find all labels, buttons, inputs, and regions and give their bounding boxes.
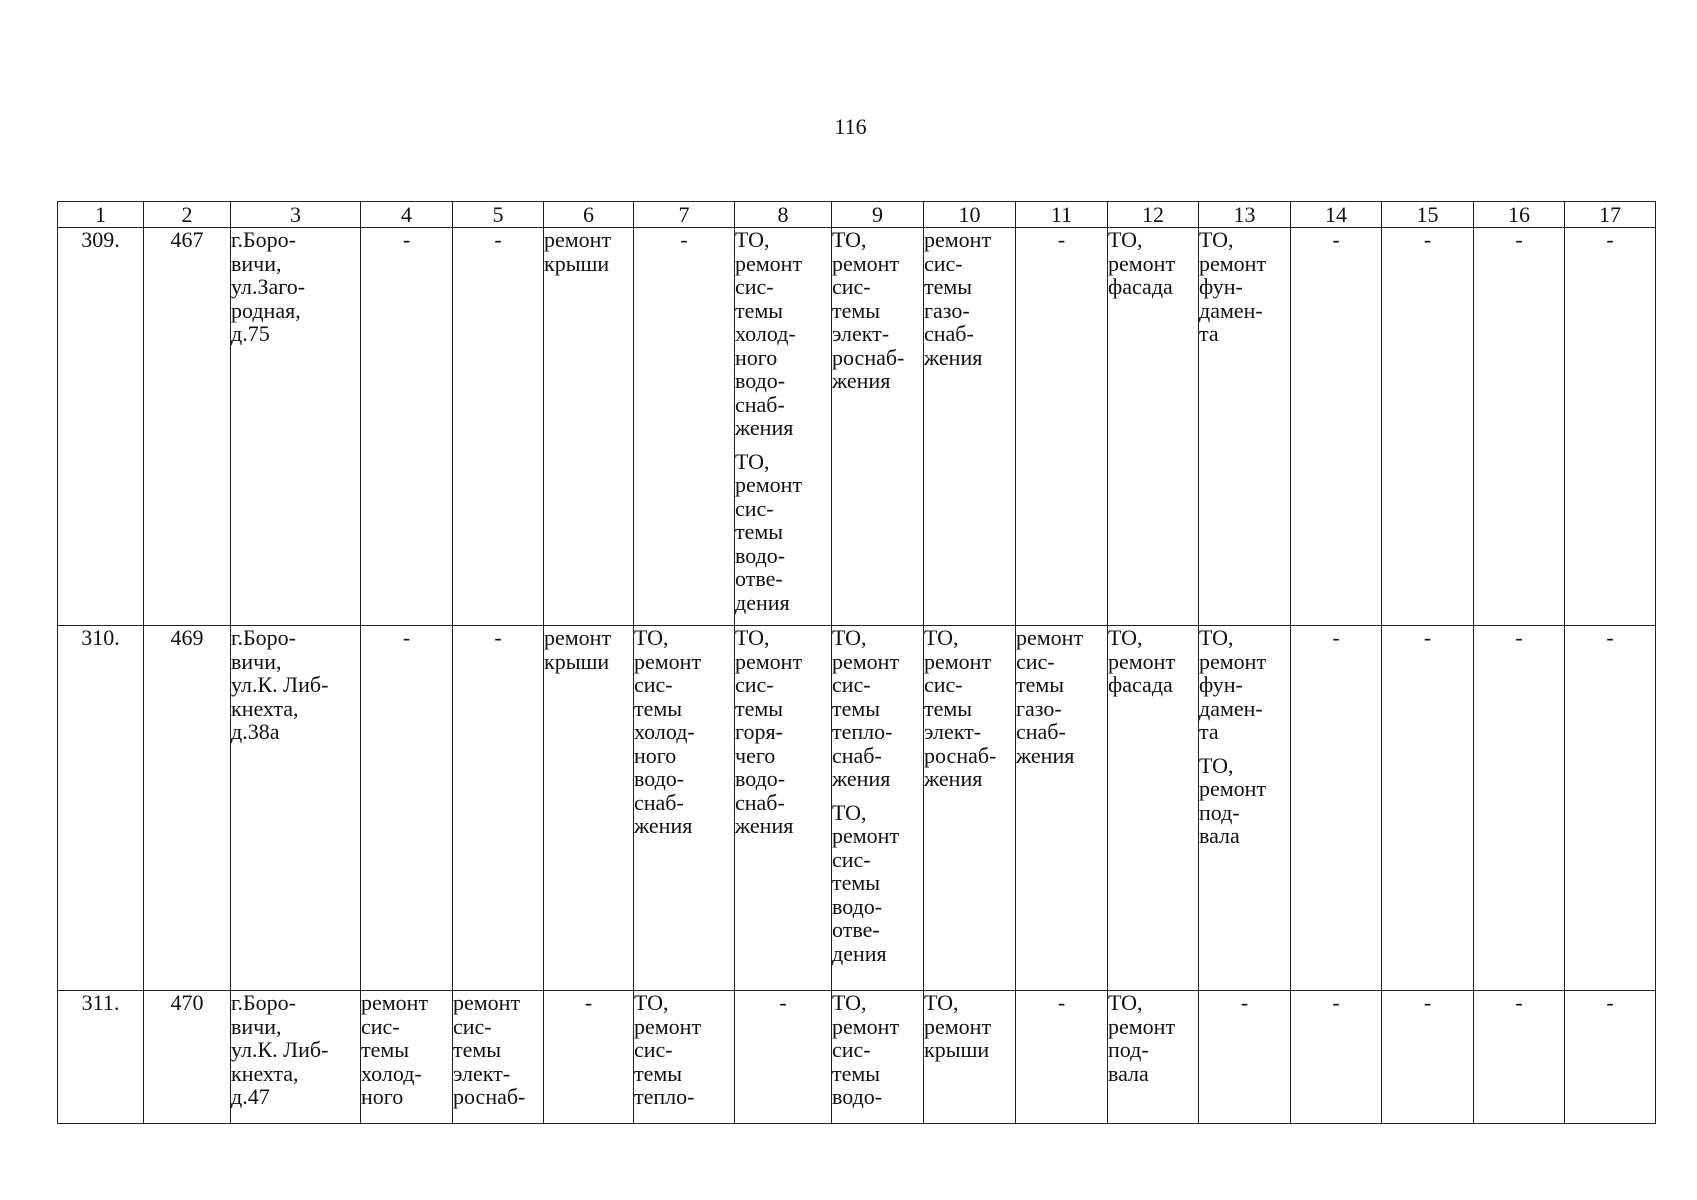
table-cell: - (1016, 991, 1108, 1124)
table-row (58, 991, 1656, 1124)
repair-schedule-table (57, 201, 1656, 1124)
work-entry: ТО, ремонт сис- темы тепло- снаб- жения (832, 625, 900, 791)
table-cell (1199, 228, 1291, 626)
table-cell: - (735, 991, 832, 1124)
column-number: 3 (231, 202, 361, 228)
table-cell: - (544, 991, 634, 1124)
column-number: 9 (832, 202, 924, 228)
table-cell: - (453, 228, 544, 626)
column-number: 5 (453, 202, 544, 228)
table-cell: - (1565, 228, 1656, 626)
address-cell: г.Боро- вичи, ул.Заго- родная, д.75 (231, 228, 361, 626)
table-cell: - (1291, 626, 1382, 991)
table-cell: - (1291, 991, 1382, 1124)
table-cell: - (1016, 228, 1108, 626)
address-cell: г.Боро- вичи, ул.К. Либ- кнехта, д.38а (231, 626, 361, 991)
table-cell: - (453, 626, 544, 991)
column-number-row (58, 202, 1656, 228)
table-row (58, 228, 1656, 626)
work-entry: ТО, ремонт сис- темы водо- отве- дения (832, 799, 900, 966)
work-entry: ТО, ремонт фун- дамен- та (1199, 227, 1267, 346)
column-number: 15 (1382, 202, 1474, 228)
table-cell: - (361, 626, 453, 991)
column-number: 6 (544, 202, 634, 228)
work-entry: ТО, ремонт сис- темы холод- ного водо- снаб- жения (735, 227, 803, 440)
table-cell: - (1382, 991, 1474, 1124)
work-entry: ТО, ремонт фун- дамен- та (1199, 625, 1267, 744)
column-number: 12 (1108, 202, 1199, 228)
column-number: 17 (1565, 202, 1656, 228)
column-number: 8 (735, 202, 832, 228)
table-cell: ремонт сис- темы элект- роснаб- (453, 991, 544, 1124)
table-cell: ТО, ремонт крыши (924, 991, 1016, 1124)
table-cell: ремонт сис- темы газо- снаб- жения (1016, 626, 1108, 991)
table-cell (735, 626, 832, 991)
table-cell (735, 228, 832, 626)
table-cell: - (1199, 991, 1291, 1124)
row-number: 311. (58, 991, 144, 1124)
column-number: 16 (1474, 202, 1565, 228)
table-cell: ТО, ремонт сис- темы холод- ного водо- снаб- жения (634, 626, 735, 991)
table-cell: ремонт сис- темы холод- ного (361, 991, 453, 1124)
table-cell: ТО, ремонт фасада (1108, 626, 1199, 991)
table-cell: ТО, ремонт фасада (1108, 228, 1199, 626)
address-cell: г.Боро- вичи, ул.К. Либ- кнехта, д.47 (231, 991, 361, 1124)
building-id: 467 (144, 228, 231, 626)
table-cell: ТО, ремонт под- вала (1108, 991, 1199, 1124)
table-cell: - (1474, 626, 1565, 991)
table-cell: ТО, ремонт сис- темы элект- роснаб- жения (924, 626, 1016, 991)
table-cell (832, 626, 924, 991)
column-number: 11 (1016, 202, 1108, 228)
table-cell: - (1474, 228, 1565, 626)
table-cell: - (1382, 626, 1474, 991)
table-cell: - (1382, 228, 1474, 626)
table-cell: ремонт крыши (544, 626, 634, 991)
table-cell: ремонт сис- темы газо- снаб- жения (924, 228, 1016, 626)
column-number: 7 (634, 202, 735, 228)
table-cell: - (1291, 228, 1382, 626)
column-number: 4 (361, 202, 453, 228)
row-number: 309. (58, 228, 144, 626)
table-cell: ТО, ремонт сис- темы водо- (832, 991, 924, 1124)
table-cell: - (634, 228, 735, 626)
column-number: 2 (144, 202, 231, 228)
table-cell: ТО, ремонт сис- темы элект- роснаб- жения (832, 228, 924, 626)
table-cell (1199, 626, 1291, 991)
row-number: 310. (58, 626, 144, 991)
table-cell: - (1474, 991, 1565, 1124)
building-id: 470 (144, 991, 231, 1124)
table-row (58, 626, 1656, 991)
column-number: 14 (1291, 202, 1382, 228)
table-cell: ремонт крыши (544, 228, 634, 626)
table-cell: - (361, 228, 453, 626)
building-id: 469 (144, 626, 231, 991)
work-entry: ТО, ремонт сис- темы горя- чего водо- снаб- жения (735, 625, 803, 838)
work-entry: ТО, ремонт под- вала (1199, 752, 1267, 848)
page-number: 116 (834, 114, 867, 139)
column-number: 1 (58, 202, 144, 228)
work-entry: ТО, ремонт сис- темы водо- отве- дения (735, 448, 803, 615)
table-cell: ТО, ремонт сис- темы тепло- (634, 991, 735, 1124)
column-number: 13 (1199, 202, 1291, 228)
table-cell: - (1565, 626, 1656, 991)
table-cell: - (1565, 991, 1656, 1124)
column-number: 10 (924, 202, 1016, 228)
